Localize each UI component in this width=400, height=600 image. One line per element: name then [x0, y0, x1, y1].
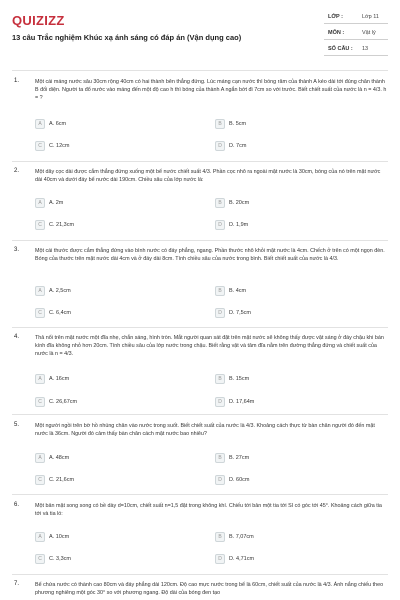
question-5: [0, 422, 400, 497]
question-text: Một bản mặt song song có bề dày d=10cm, chiết suất n=1,5 đặt trong không khí. Chiếu tới bản một tia tới SI có góc tới 45°. Khoảng cách giữa tia tới và tia ló:: [35, 503, 382, 517]
option-text: B. 7,07cm: [229, 534, 254, 540]
option-text: C. 6,4cm: [49, 310, 72, 316]
option-d[interactable]: [215, 554, 375, 565]
option-letter-box: B: [215, 374, 225, 384]
option-letter-box: D: [215, 220, 225, 230]
option-d[interactable]: [215, 141, 375, 152]
option-c[interactable]: [35, 220, 195, 231]
option-letter-box: C: [35, 141, 45, 151]
option-text: D. 7,5cm: [229, 310, 252, 316]
meta-label: SỐ CÂU :: [328, 46, 353, 52]
question-text: Một người ngồi trên bờ hồ nhúng chân vào nước trong suốt. Biết chiết suất của nước là 4/3. Khoảng cách thực từ bàn chân người đó đến mặt nước là 36cm. Người đó cảm thấy bàn chân cách mặt nước bao nhiêu?: [35, 423, 375, 437]
meta-value: Vật lý: [362, 30, 376, 36]
option-a[interactable]: [35, 453, 195, 464]
option-b[interactable]: [215, 374, 375, 385]
option-letter-box: C: [35, 308, 45, 318]
option-text: C. 26,67cm: [49, 399, 78, 405]
option-text: D. 17,64m: [229, 399, 255, 405]
option-a[interactable]: [35, 286, 195, 297]
option-text: D. 7cm: [229, 143, 247, 149]
divider: [12, 70, 388, 71]
option-text: D. 4,71cm: [229, 556, 255, 562]
question-text: Một cái thước được cắm thẳng đứng vào bình nước có đáy phẳng, ngang. Phần thước nhô khỏi mặt nước là 4cm. Chếch ở trên có một ngọn đèn. Bóng của thước trên mặt nước dài 4cm và ở đáy dài 8cm. Tính chiều sâu của nước trong bình. Biết chiết suất của nước là 4/3.: [35, 248, 385, 262]
option-text: D. 60cm: [229, 477, 250, 483]
divider: [12, 240, 388, 241]
question-number: 1.: [14, 78, 20, 84]
meta-label: MÔN :: [328, 30, 345, 36]
divider: [12, 161, 388, 162]
meta-rule: [324, 55, 388, 56]
option-b[interactable]: [215, 286, 375, 297]
option-text: A. 10cm: [49, 534, 70, 540]
option-text: B. 15cm: [229, 376, 250, 382]
option-b[interactable]: [215, 532, 375, 543]
question-number: 6.: [14, 502, 20, 508]
meta-subject: [324, 28, 388, 40]
option-text: C. 12cm: [49, 143, 70, 149]
option-letter-box: C: [35, 475, 45, 485]
option-a[interactable]: [35, 532, 195, 543]
question-text: Bể chứa nước có thành cao 80cm và đáy phẳng dài 120cm. Độ cao mực nước trong bể là 60cm, chiết suất của nước là 4/3. Ánh nắng chiếu theo phương nghiêng một góc 30° so với phương ngang. Độ dài của bóng đen tạo: [35, 582, 384, 596]
question-number: 4.: [14, 334, 20, 340]
option-a[interactable]: [35, 374, 195, 385]
question-text: Một cái máng nước sâu 30cm rộng 40cm có hai thành bên thẳng đứng. Lúc máng cạn nước thì bóng râm của thành A kéo dài tới đúng chân thành B đối diện. Người ta đổ nước vào máng đến một độ cao h thì bóng của thành A ngắn bớt đi 7cm so với trước. Biết chiết suất của nước là n = 4/3. h = ?: [35, 79, 387, 101]
option-text: B. 4cm: [229, 288, 247, 294]
page-title: 13 câu Trắc nghiệm Khúc xạ ánh sáng có đáp án (Vận dụng cao): [12, 33, 242, 42]
option-text: C. 21,6cm: [49, 477, 75, 483]
option-text: B. 20cm: [229, 200, 250, 206]
divider: [12, 574, 388, 575]
option-letter-box: D: [215, 554, 225, 564]
option-b[interactable]: [215, 119, 375, 130]
question-6: [0, 502, 400, 574]
option-a[interactable]: [35, 119, 195, 130]
option-c[interactable]: [35, 141, 195, 152]
divider: [12, 494, 388, 495]
option-text: A. 2,5cm: [49, 288, 71, 294]
option-letter-box: A: [35, 286, 45, 296]
meta-rule: [324, 23, 388, 24]
question-number: 5.: [14, 422, 20, 428]
option-letter-box: A: [35, 453, 45, 463]
question-3: [0, 247, 400, 325]
question-text: Thả nổi trên mặt nước một đĩa nhẹ, chắn sáng, hình tròn. Mắt người quan sát đặt trên mặt nước sẽ không thấy được vật sáng ở đáy chậu khi bán kính đĩa không nhỏ hơn 20cm. Tính chiều sâu của lớp nước trong chậu. Biết rằng vật và tâm đĩa nằm trên đường thẳng đứng và chiết suất của nước là n = 4/3.: [35, 335, 384, 357]
option-letter-box: D: [215, 475, 225, 485]
option-letter-box: B: [215, 453, 225, 463]
option-text: A. 16cm: [49, 376, 70, 382]
divider: [12, 414, 388, 415]
option-letter-box: C: [35, 220, 45, 230]
option-text: B. 5cm: [229, 121, 247, 127]
option-letter-box: B: [215, 119, 225, 129]
option-c[interactable]: [35, 475, 195, 486]
meta-label: LỚP :: [328, 14, 343, 20]
question-number: 7.: [14, 581, 20, 587]
option-text: A. 2m: [49, 200, 64, 206]
option-c[interactable]: [35, 308, 195, 319]
option-b[interactable]: [215, 198, 375, 209]
option-text: C. 3,3cm: [49, 556, 72, 562]
option-letter-box: A: [35, 374, 45, 384]
meta-value: Lớp 11: [362, 14, 379, 20]
meta-rule: [324, 39, 388, 40]
question-2: [0, 168, 400, 246]
question-number: 2.: [14, 168, 20, 174]
meta-class: [324, 12, 388, 24]
option-letter-box: D: [215, 397, 225, 407]
option-letter-box: C: [35, 397, 45, 407]
meta-value: 13: [362, 46, 369, 52]
question-number: 3.: [14, 247, 20, 253]
question-7: [0, 581, 400, 600]
option-text: C. 21,3cm: [49, 222, 75, 228]
option-text: A. 48cm: [49, 455, 70, 461]
option-letter-box: C: [35, 554, 45, 564]
option-letter-box: B: [215, 286, 225, 296]
option-letter-box: A: [35, 119, 45, 129]
header: [0, 0, 400, 62]
option-text: A. 6cm: [49, 121, 67, 127]
option-text: B. 27cm: [229, 455, 250, 461]
option-c[interactable]: [35, 397, 195, 408]
option-letter-box: A: [35, 532, 45, 542]
question-4: [0, 334, 400, 414]
option-d[interactable]: [215, 475, 375, 486]
option-d[interactable]: [215, 220, 375, 231]
option-a[interactable]: [35, 198, 195, 209]
option-text: D. 1,9m: [229, 222, 249, 228]
option-letter-box: A: [35, 198, 45, 208]
option-letter-box: B: [215, 532, 225, 542]
option-letter-box: B: [215, 198, 225, 208]
option-d[interactable]: [215, 397, 375, 408]
meta-count: [324, 44, 388, 56]
option-b[interactable]: [215, 453, 375, 464]
option-c[interactable]: [35, 554, 195, 565]
question-1: [0, 78, 400, 163]
quizizz-logo: QUIZIZZ: [12, 13, 65, 28]
option-d[interactable]: [215, 308, 375, 319]
divider: [12, 327, 388, 328]
question-text: Một dây cọc dài được cắm thẳng đứng xuống một bể nước chiết suất 4/3. Phần cọc nhô ra ngoài mặt nước là 30cm, bóng của nó trên mặt nước dài 40cm và dưới đáy bể nước dài 190cm. Chiều sâu của lớp nước là:: [35, 169, 381, 183]
option-letter-box: D: [215, 308, 225, 318]
option-letter-box: D: [215, 141, 225, 151]
